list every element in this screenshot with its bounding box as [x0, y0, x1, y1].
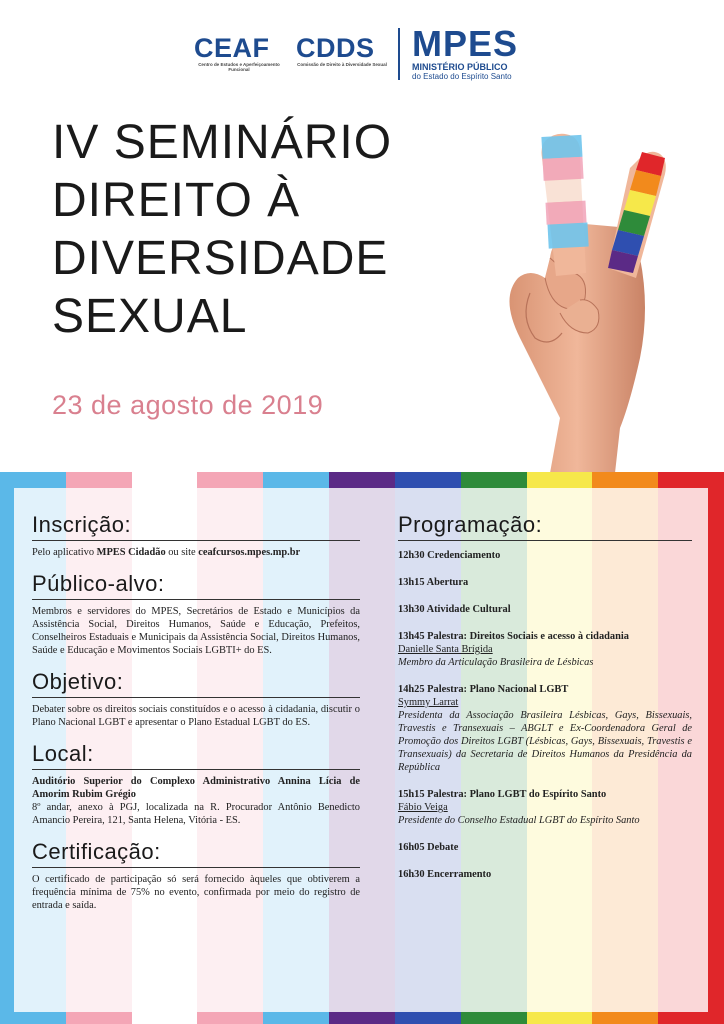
local-place-name: Auditório Superior do Complexo Administrativo Annina Lícia de Amorim Rubim Grégio — [32, 776, 360, 800]
ceaf-subtitle: Centro de Estudos e Aperfeiçoamento Funcional — [198, 62, 280, 72]
inscricao-mid: ou site — [165, 547, 199, 558]
schedule-speaker-role: Presidente do Conselho Estadual LGBT do Espírito Santo — [398, 815, 640, 826]
title-line-3: DIVERSIDADE — [52, 232, 389, 285]
publico-text: Membros e servidores do MPES, Secretários de Estado e Municípios da Assistência Social, Direitos Humanos, Saúde e Educação, Prefeitos, Conselheiros Estaduais e Municipais da Assistência Social, Direitos Humanos, Saúde e Educação e Movimentos Sociais LGBTI+ do ES. — [32, 606, 360, 656]
certificacao-text: O certificado de participação só será fornecido àqueles que obtiverem a frequência mínima de 75% no evento, confirmada por meio do registro de entrada e saída. — [32, 874, 360, 911]
schedule-title: 13h45 Palestra: Direitos Sociais e acesso à cidadania — [398, 631, 629, 642]
schedule-title: 14h25 Palestra: Plano Nacional LGBT — [398, 684, 569, 695]
cdds-logo — [296, 34, 388, 67]
event-date: 23 de agosto de 2019 — [52, 390, 324, 420]
local-heading: Local: — [32, 741, 360, 770]
header-logos — [190, 23, 550, 86]
schedule-speaker-role: Presidenta da Associação Brasileira Lésbicas, Gays, Bissexuais, Travestis e Transexuais – ABGLT e Ex-Coordenadora Geral de Promoção dos Direitos LGBT (Lésbicas, Gays, Bissexuais, Travestis e Transexuais) da Secretaria de Direitos Humanos da Presidência da República — [398, 710, 692, 773]
schedule-title: 16h05 Debate — [398, 842, 459, 853]
logo-divider — [398, 28, 400, 80]
schedule-title: 15h15 Palestra: Plano LGBT do Espírito Santo — [398, 789, 607, 800]
certificacao-heading: Certificação: — [32, 839, 360, 868]
schedule-title: 12h30 Credenciamento — [398, 550, 501, 561]
mpes-line1: MINISTÉRIO PÚBLICO — [412, 62, 508, 72]
mpes-line2: do Estado do Espírito Santo — [412, 72, 512, 81]
inscricao-text — [32, 546, 360, 559]
local-address: 8º andar, anexo à PGJ, localizada na R. Procurador Antônio Benedicto Amancio Pereira, 121, Santa Helena, Vitória - ES. — [32, 802, 360, 826]
title-line-2: DIREITO À — [52, 174, 301, 227]
index-finger — [541, 134, 588, 276]
schedule-speaker: Symmy Larrat — [398, 697, 459, 708]
publico-section — [32, 571, 360, 657]
certificacao-section — [32, 839, 360, 912]
inscricao-app: MPES Cidadão — [96, 547, 166, 558]
inscricao-pre: Pelo aplicativo — [32, 547, 97, 558]
objetivo-text: Debater sobre os direitos sociais constituídos e o acesso à cidadania, discutir o Plano Nacional LGBT e apresentar o Plano Estadual LGBT do ES. — [32, 704, 360, 728]
publico-heading: Público-alvo: — [32, 571, 360, 600]
inscricao-site: ceafcursos.mpes.mp.br — [198, 547, 301, 558]
local-section — [32, 741, 360, 827]
local-place — [32, 775, 360, 801]
schedule-speaker: Fábio Veiga — [398, 802, 448, 813]
right-column — [398, 512, 692, 895]
peace-hand-illustration — [490, 128, 690, 473]
cdds-subtitle: Comissão de Direito à Diversidade Sexual — [297, 62, 387, 67]
schedule-item — [398, 630, 692, 669]
schedule-item — [398, 576, 692, 589]
objetivo-heading: Objetivo: — [32, 669, 360, 698]
ceaf-logo — [194, 34, 284, 72]
objetivo-section — [32, 669, 360, 729]
schedule-item — [398, 603, 692, 616]
schedule-item — [398, 841, 692, 854]
middle-finger — [608, 152, 666, 278]
programacao-heading: Programação: — [398, 512, 692, 541]
inscricao-heading: Inscrição: — [32, 512, 360, 541]
left-column — [32, 512, 360, 924]
schedule-title: 13h30 Atividade Cultural — [398, 604, 511, 615]
mpes-logo — [412, 23, 532, 82]
schedule-item — [398, 549, 692, 562]
title-line-1: IV SEMINÁRIO — [52, 116, 393, 169]
inscricao-section — [32, 512, 360, 559]
schedule-title: 16h30 Encerramento — [398, 869, 492, 880]
schedule-title: 13h15 Abertura — [398, 577, 469, 588]
cdds-name: CDDS — [296, 33, 375, 63]
schedule-item — [398, 788, 692, 827]
ceaf-name: CEAF — [194, 33, 270, 63]
event-title — [52, 114, 492, 346]
schedule-speaker-role: Membro da Articulação Brasileira de Lésbicas — [398, 657, 594, 668]
mpes-name: MPES — [412, 23, 519, 64]
schedule-item — [398, 683, 692, 774]
schedule-item — [398, 868, 692, 881]
title-line-4: SEXUAL — [52, 290, 248, 343]
schedule-speaker: Danielle Santa Brígida — [398, 644, 493, 655]
